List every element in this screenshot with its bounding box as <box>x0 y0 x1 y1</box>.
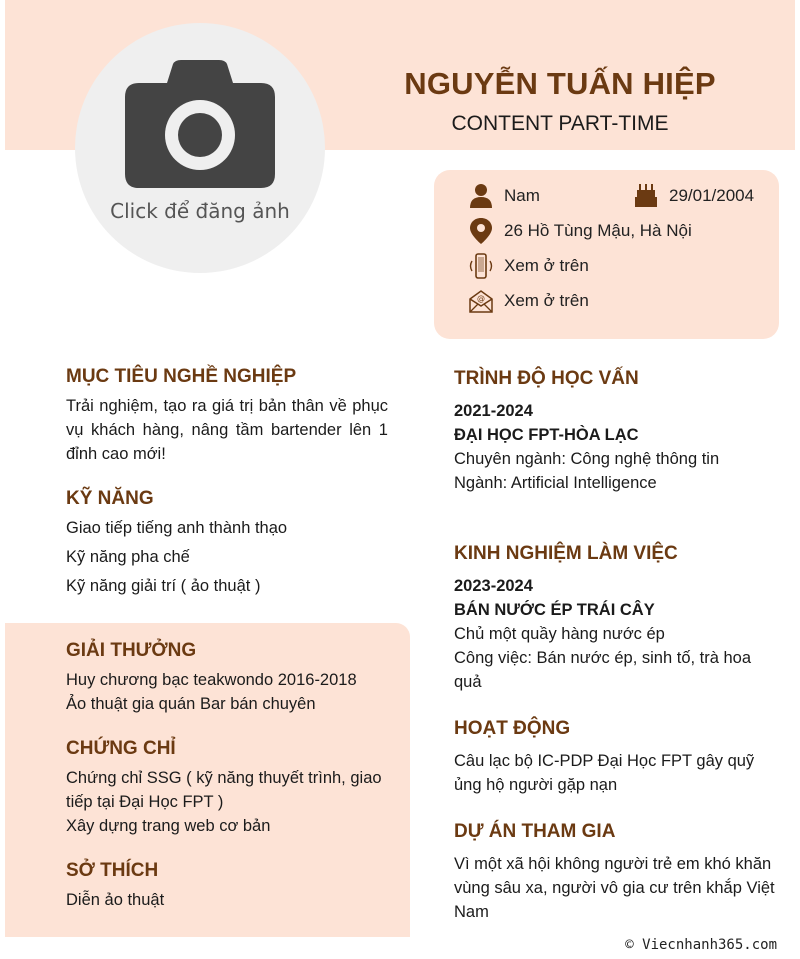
footer-watermark: © Viecnhanh365.com <box>625 937 777 953</box>
candidate-name: NGUYỄN TUẤN HIỆP <box>404 66 716 101</box>
candidate-position: CONTENT PART-TIME <box>451 112 669 135</box>
certificate-item: Chứng chỉ SSG ( kỹ năng thuyết trình, giao tiếp tại Đại Học FPT ) <box>66 769 382 811</box>
certificates-title: CHỨNG CHỈ <box>66 738 176 759</box>
education-line: Chuyên ngành: Công nghệ thông tin <box>454 450 720 468</box>
education-school: ĐẠI HỌC FPT-HÒA LẠC <box>454 426 639 444</box>
experience-company: BÁN NƯỚC ÉP TRÁI CÂY <box>454 601 655 619</box>
email-icon <box>468 288 494 314</box>
skill-item: Kỹ năng pha chế <box>66 548 190 566</box>
projects-title: DỰ ÁN THAM GIA <box>454 821 616 842</box>
email-value: Xem ở trên <box>504 291 589 310</box>
skill-item: Kỹ năng giải trí ( ảo thuật ) <box>66 577 261 595</box>
activities-text: Câu lạc bộ IC-PDP Đại Học FPT gây quỹ ủng hộ người gặp nạn <box>454 752 755 794</box>
phone-icon <box>468 253 494 279</box>
experience-period: 2023-2024 <box>454 577 533 595</box>
objective-title: MỤC TIÊU NGHỀ NGHIỆP <box>66 366 297 387</box>
projects-text: Vì một xã hội không người trẻ em khó khăn vùng sâu xa, người vô gia cư trên khắp Việt Nam <box>454 855 775 921</box>
person-icon <box>468 183 494 209</box>
award-item: Huy chương bạc teakwondo 2016-2018 <box>66 671 357 689</box>
hobbies-title: SỞ THÍCH <box>66 860 159 881</box>
skills-title: KỸ NĂNG <box>66 488 154 509</box>
birthday-value: 29/01/2004 <box>669 186 755 205</box>
activities-title: HOẠT ĐỘNG <box>454 718 571 739</box>
skill-item: Giao tiếp tiếng anh thành thạo <box>66 519 288 537</box>
phone-row <box>468 253 589 279</box>
profile-photo-upload[interactable] <box>75 23 325 273</box>
gender-row <box>468 183 540 209</box>
objective-text: Trải nghiệm, tạo ra giá trị bản thân về phục vụ khách hàng, nâng tầm bartender lên 1 đỉnh cao mới! <box>66 397 388 463</box>
experience-line: Chủ một quầy hàng nước ép <box>454 625 665 643</box>
address-row <box>468 218 692 244</box>
education-title: TRÌNH ĐỘ HỌC VẤN <box>454 368 639 389</box>
camera-icon <box>125 60 275 190</box>
awards-title: GIẢI THƯỞNG <box>66 640 197 661</box>
birthday-row <box>633 183 754 209</box>
address-value: 26 Hồ Tùng Mậu, Hà Nội <box>504 221 692 240</box>
gender-value: Nam <box>504 186 540 205</box>
location-pin-icon <box>468 218 494 244</box>
photo-upload-label: Click để đăng ảnh <box>110 199 290 223</box>
svg-text:@: @ <box>477 294 485 303</box>
experience-line: Công việc: Bán nước ép, sinh tố, trà hoa quả <box>454 649 752 691</box>
hobby-item: Diễn ảo thuật <box>66 891 165 909</box>
contact-info-box <box>434 170 779 339</box>
email-row <box>468 288 589 314</box>
cake-icon <box>633 183 659 209</box>
experience-title: KINH NGHIỆM LÀM VIỆC <box>454 543 678 564</box>
award-item: Ảo thuật gia quán Bar bán chuyên <box>66 695 316 713</box>
phone-value: Xem ở trên <box>504 256 589 275</box>
education-period: 2021-2024 <box>454 402 533 420</box>
certificate-item: Xây dựng trang web cơ bản <box>66 817 271 835</box>
education-line: Ngành: Artificial Intelligence <box>454 474 657 492</box>
